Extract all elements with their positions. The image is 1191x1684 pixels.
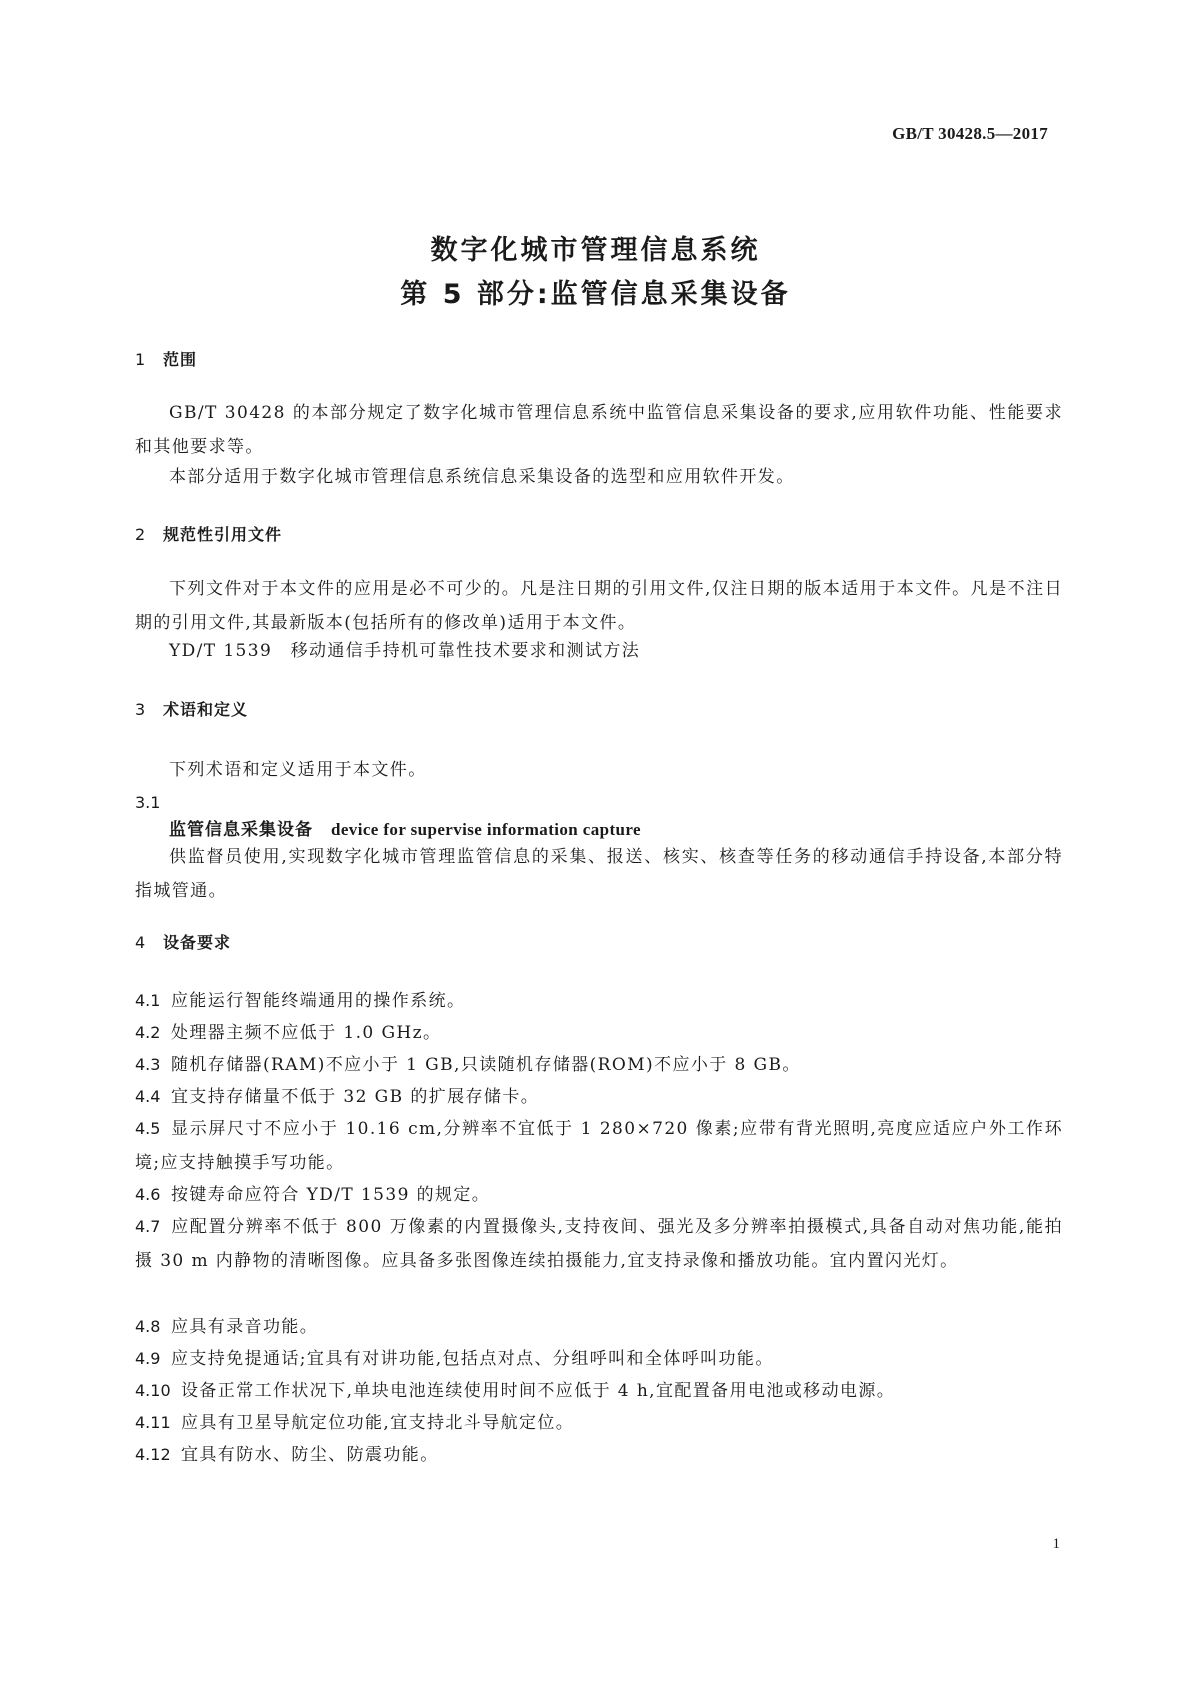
requirement-text: 设备正常工作状况下,单块电池连续使用时间不应低于 4 h,宜配置备用电池或移动电源。 — [181, 1381, 896, 1401]
requirement-item — [135, 984, 1063, 1018]
document-subtitle: 第 5 部分:监管信息采集设备 — [400, 279, 791, 310]
reference-item: YD/T 1539 移动通信手持机可靠性技术要求和测试方法 — [169, 641, 641, 661]
requirement-number: 4.4 — [135, 1087, 161, 1106]
term-definition: 供监督员使用,实现数字化城市管理监管信息的采集、报送、核实、核查等任务的移动通信手持设备,本部分特指城管通。 — [135, 847, 1063, 901]
requirement-text: 应配置分辨率不低于 800 万像素的内置摄像头,支持夜间、强光及多分辨率拍摄模式,具备自动对焦功能,能拍摄 30 m 内静物的清晰图像。应具备多张图像连续拍摄能力,宜支持录像和播放功能。宜内置闪光灯。 — [135, 1217, 1063, 1271]
requirement-number: 4.2 — [135, 1023, 161, 1042]
requirement-number: 4.10 — [135, 1381, 171, 1400]
requirement-item — [135, 1438, 1063, 1472]
requirement-number: 4.11 — [135, 1413, 171, 1432]
section-title: 术语和定义 — [163, 700, 249, 719]
section-title: 设备要求 — [163, 933, 232, 952]
requirement-item — [135, 1048, 1063, 1082]
paragraph: 下列术语和定义适用于本文件。 — [169, 760, 427, 780]
requirement-number: 4.12 — [135, 1445, 171, 1464]
term-english: device for supervise information capture — [331, 820, 641, 839]
requirement-item — [135, 1016, 1063, 1050]
requirement-text: 应支持免提通话;宜具有对讲功能,包括点对点、分组呼叫和全体呼叫功能。 — [171, 1349, 774, 1369]
requirement-text: 处理器主频不应低于 1.0 GHz。 — [171, 1023, 442, 1043]
section-heading-normative-references — [135, 522, 282, 545]
term-entry — [169, 815, 641, 840]
requirement-item — [135, 1178, 1063, 1212]
requirement-number: 4.7 — [135, 1217, 161, 1236]
section-number: 3 — [135, 700, 147, 719]
requirement-item — [135, 1406, 1063, 1440]
requirement-text: 应具有录音功能。 — [171, 1317, 319, 1337]
paragraph: 下列文件对于本文件的应用是必不可少的。凡是注日期的引用文件,仅注日期的版本适用于本文件。凡是不注日期的引用文件,其最新版本(包括所有的修改单)适用于本文件。 — [135, 579, 1063, 633]
requirement-number: 4.1 — [135, 991, 161, 1010]
section-number: 4 — [135, 933, 147, 952]
requirement-text: 宜具有防水、防尘、防震功能。 — [181, 1445, 439, 1465]
term-chinese: 监管信息采集设备 — [169, 820, 313, 840]
section-title: 规范性引用文件 — [163, 525, 283, 544]
requirement-item — [135, 1210, 1063, 1278]
requirement-number: 4.9 — [135, 1349, 161, 1368]
paragraph: GB/T 30428 的本部分规定了数字化城市管理信息系统中监管信息采集设备的要求,应用软件功能、性能要求和其他要求等。 — [135, 403, 1063, 457]
requirement-number: 4.8 — [135, 1317, 161, 1336]
requirement-item — [135, 1342, 1063, 1376]
page-number: 1 — [1052, 1536, 1060, 1552]
section-number: 2 — [135, 525, 147, 544]
requirement-text: 按键寿命应符合 YD/T 1539 的规定。 — [171, 1185, 491, 1205]
requirement-text: 显示屏尺寸不应小于 10.16 cm,分辨率不宜低于 1 280×720 像素;应带有背光照明,亮度应适应户外工作环境;应支持触摸手写功能。 — [135, 1119, 1063, 1173]
section-heading-equipment-requirements — [135, 930, 231, 953]
requirement-item — [135, 1374, 1063, 1408]
section-heading-scope — [135, 347, 197, 370]
requirement-number: 4.6 — [135, 1185, 161, 1204]
document-title: 数字化城市管理信息系统 — [430, 235, 761, 266]
requirement-item — [135, 1112, 1063, 1180]
requirement-text: 应具有卫星导航定位功能,宜支持北斗导航定位。 — [181, 1413, 575, 1433]
requirement-number: 4.3 — [135, 1055, 161, 1074]
requirement-item — [135, 1080, 1063, 1114]
clause-number: 3.1 — [135, 793, 161, 812]
requirement-text: 应能运行智能终端通用的操作系统。 — [171, 991, 466, 1011]
standard-code: GB/T 30428.5—2017 — [892, 124, 1048, 143]
section-number: 1 — [135, 350, 147, 369]
section-heading-terms — [135, 697, 248, 720]
requirement-text: 随机存储器(RAM)不应小于 1 GB,只读随机存储器(ROM)不应小于 8 GB。 — [171, 1055, 801, 1075]
requirement-number: 4.5 — [135, 1119, 161, 1138]
paragraph: 本部分适用于数字化城市管理信息系统信息采集设备的选型和应用软件开发。 — [169, 467, 795, 487]
requirement-text: 宜支持存储量不低于 32 GB 的扩展存储卡。 — [171, 1087, 540, 1107]
requirement-item — [135, 1310, 1063, 1344]
section-title: 范围 — [163, 350, 198, 369]
